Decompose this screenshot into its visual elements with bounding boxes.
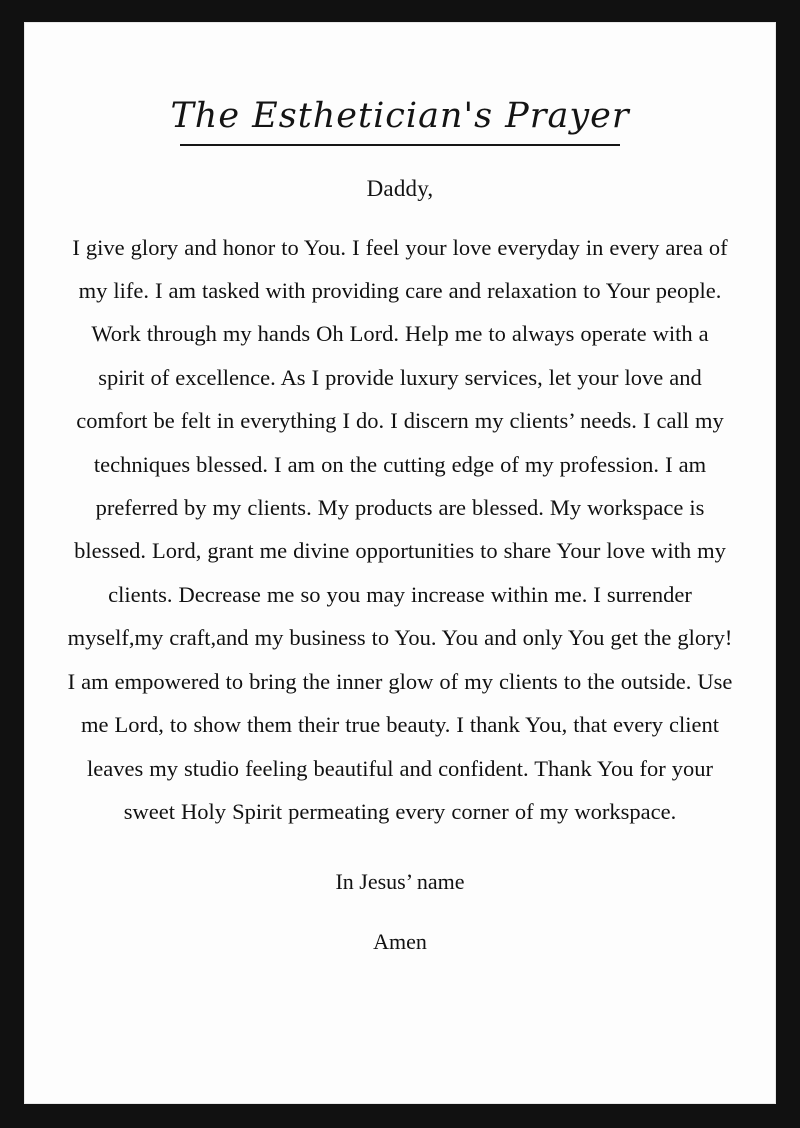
page-title: The Esthetician's Prayer [170,96,630,136]
prayer-body: I give glory and honor to You. I feel your love everyday in every area of my life. I am tasked with providing care and relaxation to Your people. Work through my hands Oh Lord. Help me to always operate with a spirit of excellence. As I provide luxury services, let your love and comfort be felt in everything I do. I discern my clients’ needs. I call my techniques blessed. I am on the cutting edge of my profession. I am preferred by my clients. My products are blessed. My workspace is blessed. Lord, grant me divine opportunities to share Your love with my clients. Decrease me so you may increase within me. I surrender myself,my craft,and my business to You. You and only You get the glory! I am empowered to bring the inner glow of my clients to the outside. Use me Lord, to show them their true beauty. I thank You, that every client leaves my studio feeling beautiful and confident. Thank You for your sweet Holy Spirit permeating every corner of my workspace. [67,234,733,824]
amen-line: Amen [373,929,427,955]
title-underline [180,144,620,146]
closing-line: In Jesus’ name [335,869,465,895]
salutation: Daddy, [366,175,434,201]
poster-paper [24,22,776,1104]
